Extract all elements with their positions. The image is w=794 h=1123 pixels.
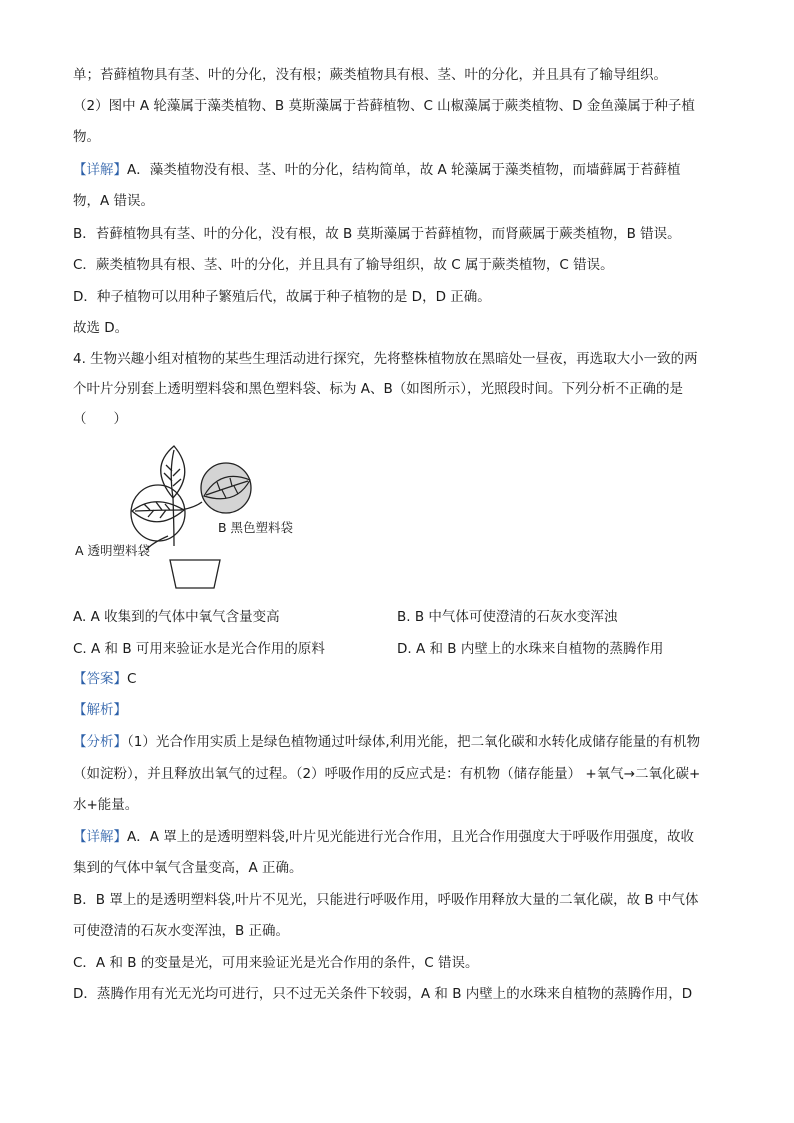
text-line: D．种子植物可以用种子繁殖后代，故属于种子植物的是 D，D 正确。 (73, 289, 491, 305)
text-line: （1）光合作用实质上是绿色植物通过叶绿体,利用光能，把二氧化碳和水转化成储存能量的有机物 (127, 734, 701, 750)
text-line: （2）图中 A 轮藻属于藻类植物、B 莫斯藻属于苔藓植物、C 山椒藻属于蕨类植物、D 金鱼藻属于种子植 (73, 98, 695, 114)
text-line: B．苔藓植物具有茎、叶的分化，没有根，故 B 莫斯藻属于苔藓植物，而肾蕨属于蕨类植物，B 错误。 (73, 226, 681, 242)
detail-tag: 【详解】 (73, 829, 127, 845)
text-line: 物。 (73, 129, 100, 145)
detail-tag: 【详解】 (73, 162, 127, 178)
text-line: （如淀粉），并且释放出氧气的过程。（2）呼吸作用的反应式是：有机物（储存能量） +氧气→二氧化碳+ (73, 766, 701, 782)
text-line: 故选 D。 (73, 320, 129, 336)
plant-illustration (70, 438, 330, 596)
detail-paragraph (73, 828, 694, 846)
answer-blank: （ ） (73, 411, 127, 427)
label-bag-a: A 透明塑料袋 (75, 543, 151, 558)
answer-value: C (127, 671, 137, 687)
detail-paragraph (73, 161, 681, 179)
text-line: 水+能量。 (73, 797, 139, 813)
flower-pot (170, 560, 220, 588)
text-line: A．A 罩上的是透明塑料袋,叶片见光能进行光合作用，且光合作用强度大于呼吸作用强度，故收 (127, 829, 695, 845)
text-line: C．蕨类植物具有根、茎、叶的分化，并且具有了输导组织，故 C 属于蕨类植物，C 错误。 (73, 257, 614, 273)
answer-line (73, 670, 136, 688)
text-line: D．蒸腾作用有光无光均可进行，只不过无关条件下较弱，A 和 B 内壁上的水珠来自植物的蒸腾作用，D (73, 986, 693, 1002)
text-line: B．B 罩上的是透明塑料袋,叶片不见光，只能进行呼吸作用，呼吸作用释放大量的二氧化碳，故 B 中气体 (73, 892, 699, 908)
plant-diagram (70, 438, 330, 596)
option-d: D. A 和 B 内壁上的水珠来自植物的蒸腾作用 (397, 641, 664, 657)
option-c: C. A 和 B 可用来验证水是光合作用的原料 (73, 641, 325, 657)
question-text: 4. 生物兴趣小组对植物的某些生理活动进行探究，先将整株植物放在黑暗处一昼夜，再选取大小一致的两 (73, 351, 698, 367)
option-a: A. A 收集到的气体中氧气含量变高 (73, 609, 280, 625)
text-line: 可使澄清的石灰水变浑浊，B 正确。 (73, 923, 290, 939)
bag-a-circle (131, 485, 185, 541)
analysis-paragraph (73, 733, 700, 751)
label-bag-b: B 黑色塑料袋 (218, 520, 294, 535)
text-line: 集到的气体中氧气含量变高，A 正确。 (73, 860, 303, 876)
analysis-tag: 【解析】 (73, 702, 127, 718)
analysis-heading (73, 701, 127, 719)
fenxi-tag: 【分析】 (73, 734, 127, 750)
text-line: C．A 和 B 的变量是光，可用来验证光是光合作用的条件，C 错误。 (73, 955, 479, 971)
answer-tag: 【答案】 (73, 671, 127, 687)
text-line: 单；苔藓植物具有茎、叶的分化，没有根；蕨类植物具有根、茎、叶的分化，并且具有了输导组织。 (73, 67, 667, 83)
question-text: 个叶片分别套上透明塑料袋和黑色塑料袋、标为 A、B（如图所示），光照段时间。下列分析不正确的是 (73, 381, 684, 397)
text-line: A．藻类植物没有根、茎、叶的分化，结构简单，故 A 轮藻属于藻类植物，而墙藓属于苔藓植 (127, 162, 681, 178)
option-b: B. B 中气体可使澄清的石灰水变浑浊 (397, 609, 618, 625)
text-line: 物，A 错误。 (73, 193, 155, 209)
